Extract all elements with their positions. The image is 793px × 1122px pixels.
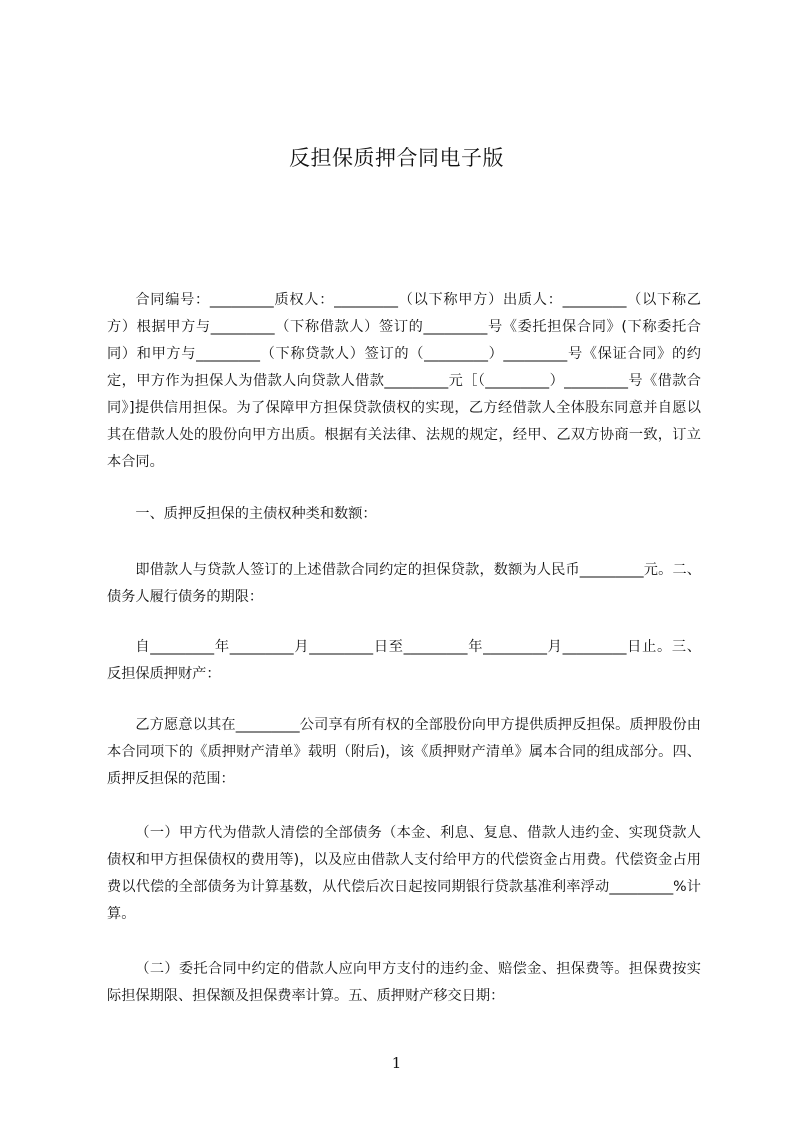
intro-paragraph: 合同编号：_________质权人：_________（以下称甲方）出质人：_________（以下称乙方）根据甲方与_________（下称借款人）签订的_________号《委托担保合同》(下称委托合同）和甲方与_________（下称贷款人）签订的（_________）_________号《保证合同》的约定，甲方作为担保人为借款人向贷款人借款_________元［（_________）_________号《借款合同》]提供信用担保。为了保障甲方担保贷款债权的实现，乙方经借款人全体股东同意并自愿以其在借款人处的股份向甲方出质。根据有关法律、法规的规定，经甲、乙双方协商一致，订立本合同。	[107, 292, 701, 470]
section2-body: 自_________年_________月_________日至_________年_________月_________日止。三、反担保质押财产：	[107, 639, 701, 682]
section3-body: 乙方愿意以其在_________公司享有所有权的全部股份向甲方提供质押反担保。质押股份由本合同项下的《质押财产清单》载明（附后)，该《质押财产清单》属本合同的组成部分。四、质押反担保的范围：	[107, 717, 701, 787]
document-title: 反担保质押合同电子版	[289, 146, 504, 170]
page-number: 1	[391, 1054, 402, 1072]
section4-item2: （二）委托合同中约定的借款人应向甲方支付的违约金、赔偿金、担保费等。担保费按实际担保期限、担保额及担保费率计算。五、质押财产移交日期：	[107, 961, 701, 1004]
section1-heading: 一、质押反担保的主债权种类和数额：	[135, 506, 377, 522]
section4-item1: （一）甲方代为借款人清偿的全部债务（本金、利息、复息、借款人违约金、实现贷款人债权和甲方担保债权的费用等)，以及应由借款人支付给甲方的代偿资金占用费。代偿资金占用费以代偿的全部债务为计算基数，从代偿后次日起按同期银行贷款基准利率浮动_________%计算。	[107, 825, 701, 922]
section1-body: 即借款人与贷款人签订的上述借款合同约定的担保贷款，数额为人民币_________元。二、债务人履行债务的期限：	[107, 562, 701, 605]
